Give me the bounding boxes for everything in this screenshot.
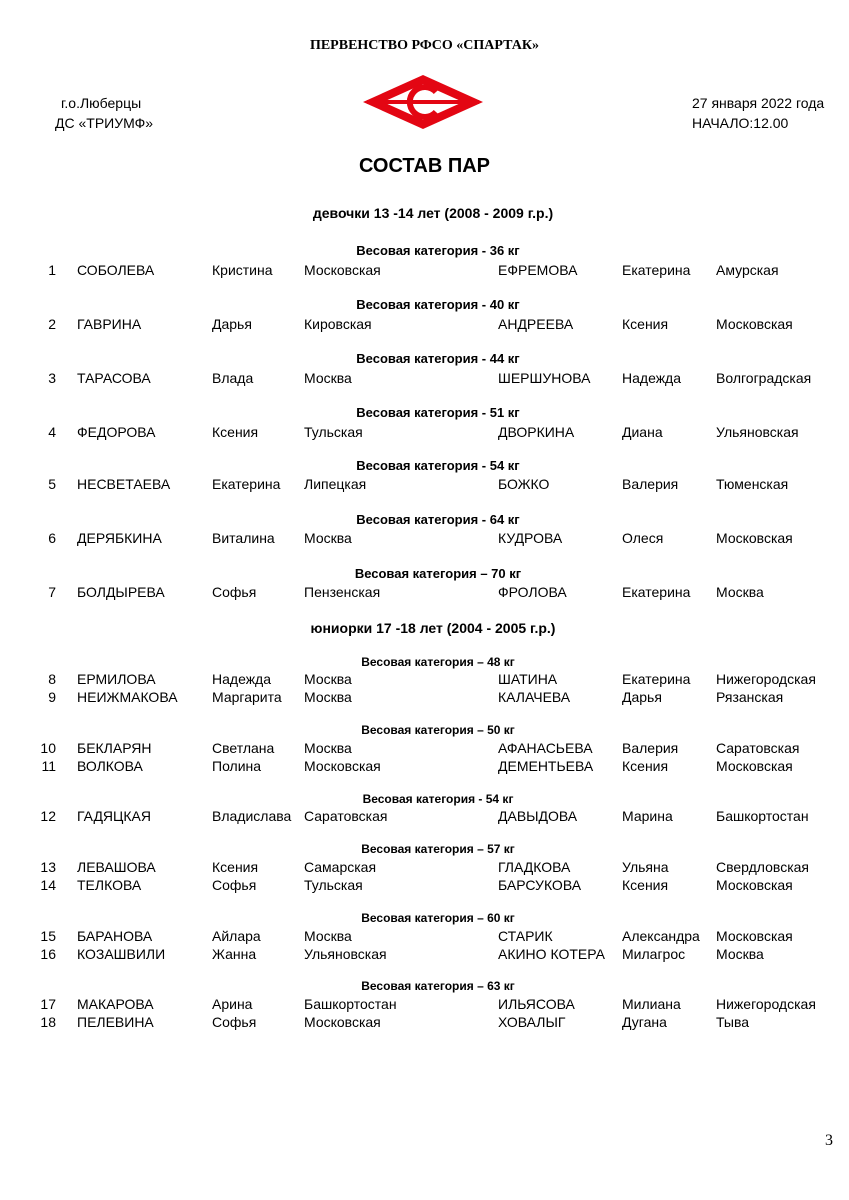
pair-row — [0, 370, 849, 388]
athlete2-surname: ДАВЫДОВА — [498, 808, 578, 824]
weight-category: Весовая категория – 70 кг — [354, 566, 522, 581]
athlete1-name: Софья — [212, 877, 257, 893]
pair-row — [0, 476, 849, 494]
athlete2-name: Милагрос — [622, 946, 686, 962]
athlete2-region: Нижегородская — [716, 996, 816, 1012]
pair-row — [0, 740, 849, 758]
athlete1-name: Екатерина — [212, 476, 281, 492]
athlete2-name: Дарья — [622, 689, 662, 705]
athlete1-region: Московская — [304, 758, 381, 774]
athlete2-surname: БОЖКО — [498, 476, 550, 492]
pair-number: 4 — [48, 424, 56, 440]
athlete1-region: Саратовская — [304, 808, 388, 824]
event-title: ПЕРВЕНСТВО РФСО «СПАРТАК» — [309, 38, 540, 53]
pair-number: 7 — [48, 584, 56, 600]
athlete2-name: Ульяна — [622, 859, 669, 875]
athlete2-name: Надежда — [622, 370, 682, 386]
athlete2-surname: ШЕРШУНОВА — [498, 370, 591, 386]
athlete2-name: Диана — [622, 424, 663, 440]
athlete1-surname: ТАРАСОВА — [77, 370, 151, 386]
athlete2-surname: ДВОРКИНА — [498, 424, 575, 440]
pair-number: 3 — [48, 370, 56, 386]
athlete1-surname: ГАДЯЦКАЯ — [77, 808, 151, 824]
athlete1-surname: ТЕЛКОВА — [77, 877, 142, 893]
athlete2-region: Тыва — [716, 1014, 750, 1030]
athlete2-name: Александра — [622, 928, 700, 944]
athlete1-region: Московская — [304, 1014, 381, 1030]
pair-row — [0, 946, 849, 964]
athlete2-region: Тюменская — [716, 476, 789, 492]
athlete1-surname: ВОЛКОВА — [77, 758, 143, 774]
pair-row — [0, 996, 849, 1014]
athlete1-name: Софья — [212, 584, 257, 600]
athlete1-name: Кристина — [212, 262, 273, 278]
athlete1-surname: КОЗАШВИЛИ — [77, 946, 166, 962]
city-label: г.о.Люберцы — [61, 95, 142, 111]
pair-number: 6 — [48, 530, 56, 546]
pair-row — [0, 530, 849, 548]
weight-category: Весовая категория - 54 кг — [356, 458, 520, 473]
athlete1-name: Ксения — [212, 859, 259, 875]
pair-number: 17 — [40, 996, 56, 1012]
athlete2-name: Екатерина — [622, 262, 691, 278]
venue-label: ДС «ТРИУМФ» — [55, 115, 154, 131]
weight-category: Весовая категория - 64 кг — [356, 512, 520, 527]
athlete1-surname: СОБОЛЕВА — [77, 262, 155, 278]
weight-category: Весовая категория – 63 кг — [361, 979, 515, 993]
athlete2-surname: АНДРЕЕВА — [498, 316, 574, 332]
athlete2-region: Амурская — [716, 262, 779, 278]
athlete2-surname: КАЛАЧЕВА — [498, 689, 571, 705]
athlete2-name: Дугана — [622, 1014, 667, 1030]
athlete1-name: Софья — [212, 1014, 257, 1030]
athlete1-surname: ФЕДОРОВА — [77, 424, 156, 440]
pair-number: 2 — [48, 316, 56, 332]
athlete1-surname: НЕИЖМАКОВА — [77, 689, 178, 705]
weight-category: Весовая категория – 50 кг — [361, 723, 515, 737]
weight-category: Весовая категория - 51 кг — [356, 405, 520, 420]
athlete1-region: Самарская — [304, 859, 377, 875]
page-number: 3 — [825, 1132, 833, 1149]
pair-row — [0, 424, 849, 442]
pair-number: 16 — [40, 946, 56, 962]
pair-number: 9 — [48, 689, 56, 705]
group-title: юниорки 17 -18 лет (2004 - 2005 г.р.) — [310, 620, 556, 636]
athlete2-surname: ГЛАДКОВА — [498, 859, 571, 875]
athlete1-region: Ульяновская — [304, 946, 387, 962]
pair-number: 1 — [48, 262, 56, 278]
athlete2-name: Екатерина — [622, 671, 691, 687]
athlete1-region: Башкортостан — [304, 996, 397, 1012]
athlete1-surname: МАКАРОВА — [77, 996, 154, 1012]
athlete1-region: Пензенская — [304, 584, 381, 600]
weight-category: Весовая категория - 54 кг — [362, 792, 514, 806]
athlete1-region: Москва — [304, 671, 352, 687]
athlete2-name: Ксения — [622, 877, 669, 893]
event-date: 27 января 2022 года — [692, 95, 825, 111]
athlete1-surname: БОЛДЫРЕВА — [77, 584, 165, 600]
athlete2-region: Московская — [716, 316, 793, 332]
athlete2-region: Московская — [716, 877, 793, 893]
athlete2-surname: АКИНО КОТЕРА — [498, 946, 605, 962]
athlete1-name: Арина — [212, 996, 253, 1012]
athlete1-name: Дарья — [212, 316, 252, 332]
athlete2-surname: КУДРОВА — [498, 530, 563, 546]
pair-number: 14 — [40, 877, 56, 893]
athlete2-surname: ИЛЬЯСОВА — [498, 996, 575, 1012]
athlete1-surname: НЕСВЕТАЕВА — [77, 476, 171, 492]
athlete2-surname: ДЕМЕНТЬЕВА — [498, 758, 594, 774]
athlete1-surname: БАРАНОВА — [77, 928, 153, 944]
weight-category: Весовая категория - 40 кг — [356, 297, 520, 312]
athlete2-region: Московская — [716, 928, 793, 944]
athlete2-surname: АФАНАСЬЕВА — [498, 740, 593, 756]
athlete1-name: Жанна — [212, 946, 257, 962]
pair-row — [0, 859, 849, 877]
weight-category: Весовая категория – 48 кг — [361, 655, 515, 669]
athlete2-surname: ШАТИНА — [498, 671, 558, 687]
athlete2-name: Ксения — [622, 316, 669, 332]
athlete1-name: Влада — [212, 370, 254, 386]
athlete1-region: Москва — [304, 740, 352, 756]
spartak-logo-icon — [361, 73, 485, 131]
pair-row — [0, 689, 849, 707]
athlete2-region: Рязанская — [716, 689, 784, 705]
pair-number: 15 — [40, 928, 56, 944]
athlete1-surname: ЕРМИЛОВА — [77, 671, 156, 687]
athlete1-surname: ПЕЛЕВИНА — [77, 1014, 154, 1030]
pair-row — [0, 1014, 849, 1032]
athlete1-name: Надежда — [212, 671, 272, 687]
athlete1-region: Тульская — [304, 424, 363, 440]
pair-row — [0, 316, 849, 334]
athlete1-region: Кировская — [304, 316, 372, 332]
athlete1-region: Москва — [304, 928, 352, 944]
weight-category: Весовая категория – 60 кг — [361, 911, 515, 925]
pair-row — [0, 671, 849, 689]
pair-number: 13 — [40, 859, 56, 875]
athlete2-surname: БАРСУКОВА — [498, 877, 582, 893]
athlete1-name: Виталина — [212, 530, 275, 546]
group-title: девочки 13 -14 лет (2008 - 2009 г.р.) — [312, 205, 554, 221]
pair-number: 12 — [40, 808, 56, 824]
athlete1-region: Москва — [304, 530, 352, 546]
document-title: СОСТАВ ПАР — [358, 155, 490, 177]
athlete2-name: Ксения — [622, 758, 669, 774]
athlete2-name: Валерия — [622, 476, 679, 492]
weight-category: Весовая категория - 36 кг — [356, 243, 520, 258]
athlete1-region: Липецкая — [304, 476, 367, 492]
athlete2-region: Башкортостан — [716, 808, 809, 824]
athlete1-name: Айлара — [212, 928, 261, 944]
athlete1-surname: БЕКЛАРЯН — [77, 740, 152, 756]
athlete2-surname: ЕФРЕМОВА — [498, 262, 578, 278]
athlete2-surname: ХОВАЛЫГ — [498, 1014, 566, 1030]
athlete1-surname: ДЕРЯБКИНА — [77, 530, 162, 546]
athlete2-surname: СТАРИК — [498, 928, 553, 944]
athlete1-region: Москва — [304, 689, 352, 705]
start-time: НАЧАЛО:12.00 — [692, 115, 789, 131]
weight-category: Весовая категория - 44 кг — [356, 351, 520, 366]
pair-row — [0, 758, 849, 776]
athlete2-region: Саратовская — [716, 740, 800, 756]
pair-number: 5 — [48, 476, 56, 492]
athlete2-region: Ульяновская — [716, 424, 799, 440]
pair-row — [0, 262, 849, 280]
athlete2-surname: ФРОЛОВА — [498, 584, 567, 600]
athlete2-name: Милиана — [622, 996, 681, 1012]
athlete2-region: Нижегородская — [716, 671, 816, 687]
athlete2-name: Валерия — [622, 740, 679, 756]
pair-row — [0, 584, 849, 602]
athlete1-name: Маргарита — [212, 689, 282, 705]
athlete1-region: Москва — [304, 370, 352, 386]
athlete2-region: Московская — [716, 530, 793, 546]
athlete2-name: Марина — [622, 808, 673, 824]
pair-row — [0, 928, 849, 946]
pair-number: 8 — [48, 671, 56, 687]
athlete2-region: Москва — [716, 946, 764, 962]
pair-number: 10 — [40, 740, 56, 756]
athlete1-region: Московская — [304, 262, 381, 278]
pair-row — [0, 877, 849, 895]
athlete2-name: Екатерина — [622, 584, 691, 600]
pair-row — [0, 808, 849, 826]
athlete2-region: Волгоградская — [716, 370, 812, 386]
athlete1-name: Полина — [212, 758, 262, 774]
athlete1-name: Светлана — [212, 740, 275, 756]
pair-number: 11 — [41, 758, 56, 774]
athlete2-region: Москва — [716, 584, 764, 600]
athlete1-surname: ГАВРИНА — [77, 316, 142, 332]
athlete1-surname: ЛЕВАШОВА — [77, 859, 156, 875]
athlete1-name: Владислава — [212, 808, 292, 824]
athlete1-name: Ксения — [212, 424, 259, 440]
weight-category: Весовая категория – 57 кг — [361, 842, 515, 856]
athlete2-region: Московская — [716, 758, 793, 774]
athlete1-region: Тульская — [304, 877, 363, 893]
pair-number: 18 — [40, 1014, 56, 1030]
athlete2-name: Олеся — [622, 530, 664, 546]
athlete2-region: Свердловская — [716, 859, 810, 875]
